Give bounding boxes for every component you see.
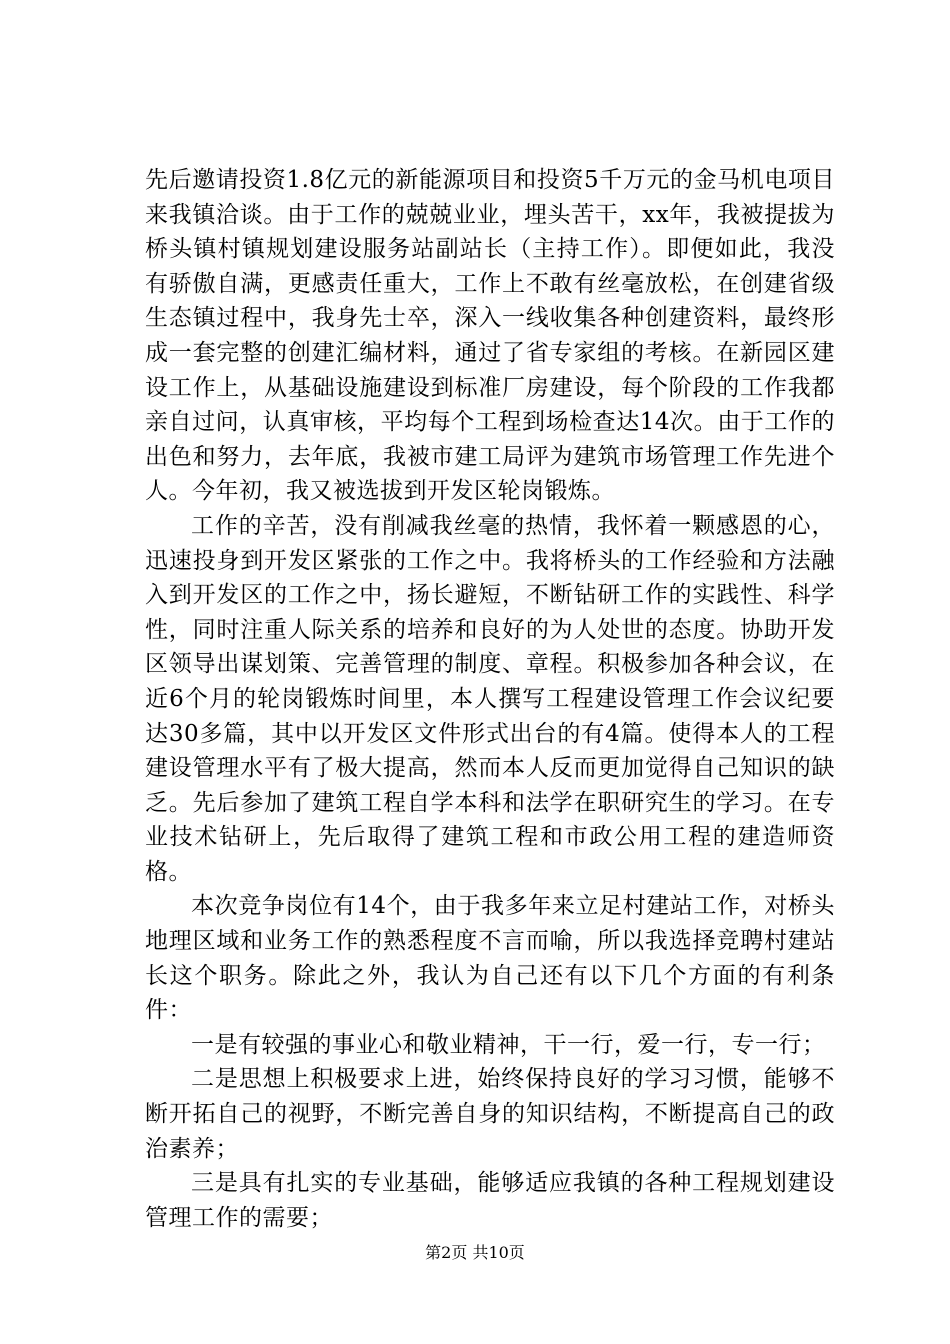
paragraph: 先后邀请投资1.8亿元的新能源项目和投资5千万元的金马机电项目来我镇洽谈。由于工作的兢兢业业，埋头苦干，xx年，我被提拔为桥头镇村镇规划建设服务站副站长（主持工作）。即便如此，我没有骄傲自满，更感责任重大，工作上不敢有丝毫放松，在创建省级生态镇过程中，我身先士卒，深入一线收集各种创建资料，最终形成一套完整的创建汇编材料，通过了省专家组的考核。在新园区建设工作上，从基础设施建设到标准厂房建设，每个阶段的工作我都亲自过问，认真审核，平均每个工程到场检查达14次。由于工作的出色和努力，去年底，我被市建工局评为建筑市场管理工作先进个人。今年初，我又被选拔到开发区轮岗锻炼。 bbox=[145, 167, 835, 505]
paragraph: 三是具有扎实的专业基础，能够适应我镇的各种工程规划建设管理工作的需要； bbox=[145, 1170, 835, 1231]
paragraph: 一是有较强的事业心和敬业精神，干一行，爱一行，专一行； bbox=[191, 1031, 826, 1058]
paragraph: 本次竞争岗位有14个，由于我多年来立足村建站工作，对桥头地理区域和业务工作的熟悉程度不言而喻，所以我选择竞聘村建站长这个职务。除此之外，我认为自己还有以下几个方面的有利条件： bbox=[145, 893, 835, 1024]
page-number-footer: 第2页 共10页 bbox=[425, 1243, 525, 1262]
paragraph: 工作的辛苦，没有削减我丝毫的热情，我怀着一颗感恩的心，迅速投身到开发区紧张的工作之中。我将桥头的工作经验和方法融入到开发区的工作之中，扬长避短，不断钻研工作的实践性、科学性，同时注重人际关系的培养和良好的为人处世的态度。协助开发区领导出谋划策、完善管理的制度、章程。积极参加各种会议，在近6个月的轮岗锻炼时间里，本人撰写工程建设管理工作会议纪要达30多篇，其中以开发区文件形式出台的有4篇。使得本人的工程建设管理水平有了极大提高，然而本人反而更加觉得自己知识的缺乏。先后参加了建筑工程自学本科和法学在职研究生的学习。在专业技术钻研上，先后取得了建筑工程和市政公用工程的建造师资格。 bbox=[145, 512, 835, 885]
paragraph: 二是思想上积极要求上进，始终保持良好的学习习惯，能够不断开拓自己的视野，不断完善自身的知识结构，不断提高自己的政治素养； bbox=[145, 1066, 835, 1162]
document-body bbox=[145, 163, 835, 1235]
